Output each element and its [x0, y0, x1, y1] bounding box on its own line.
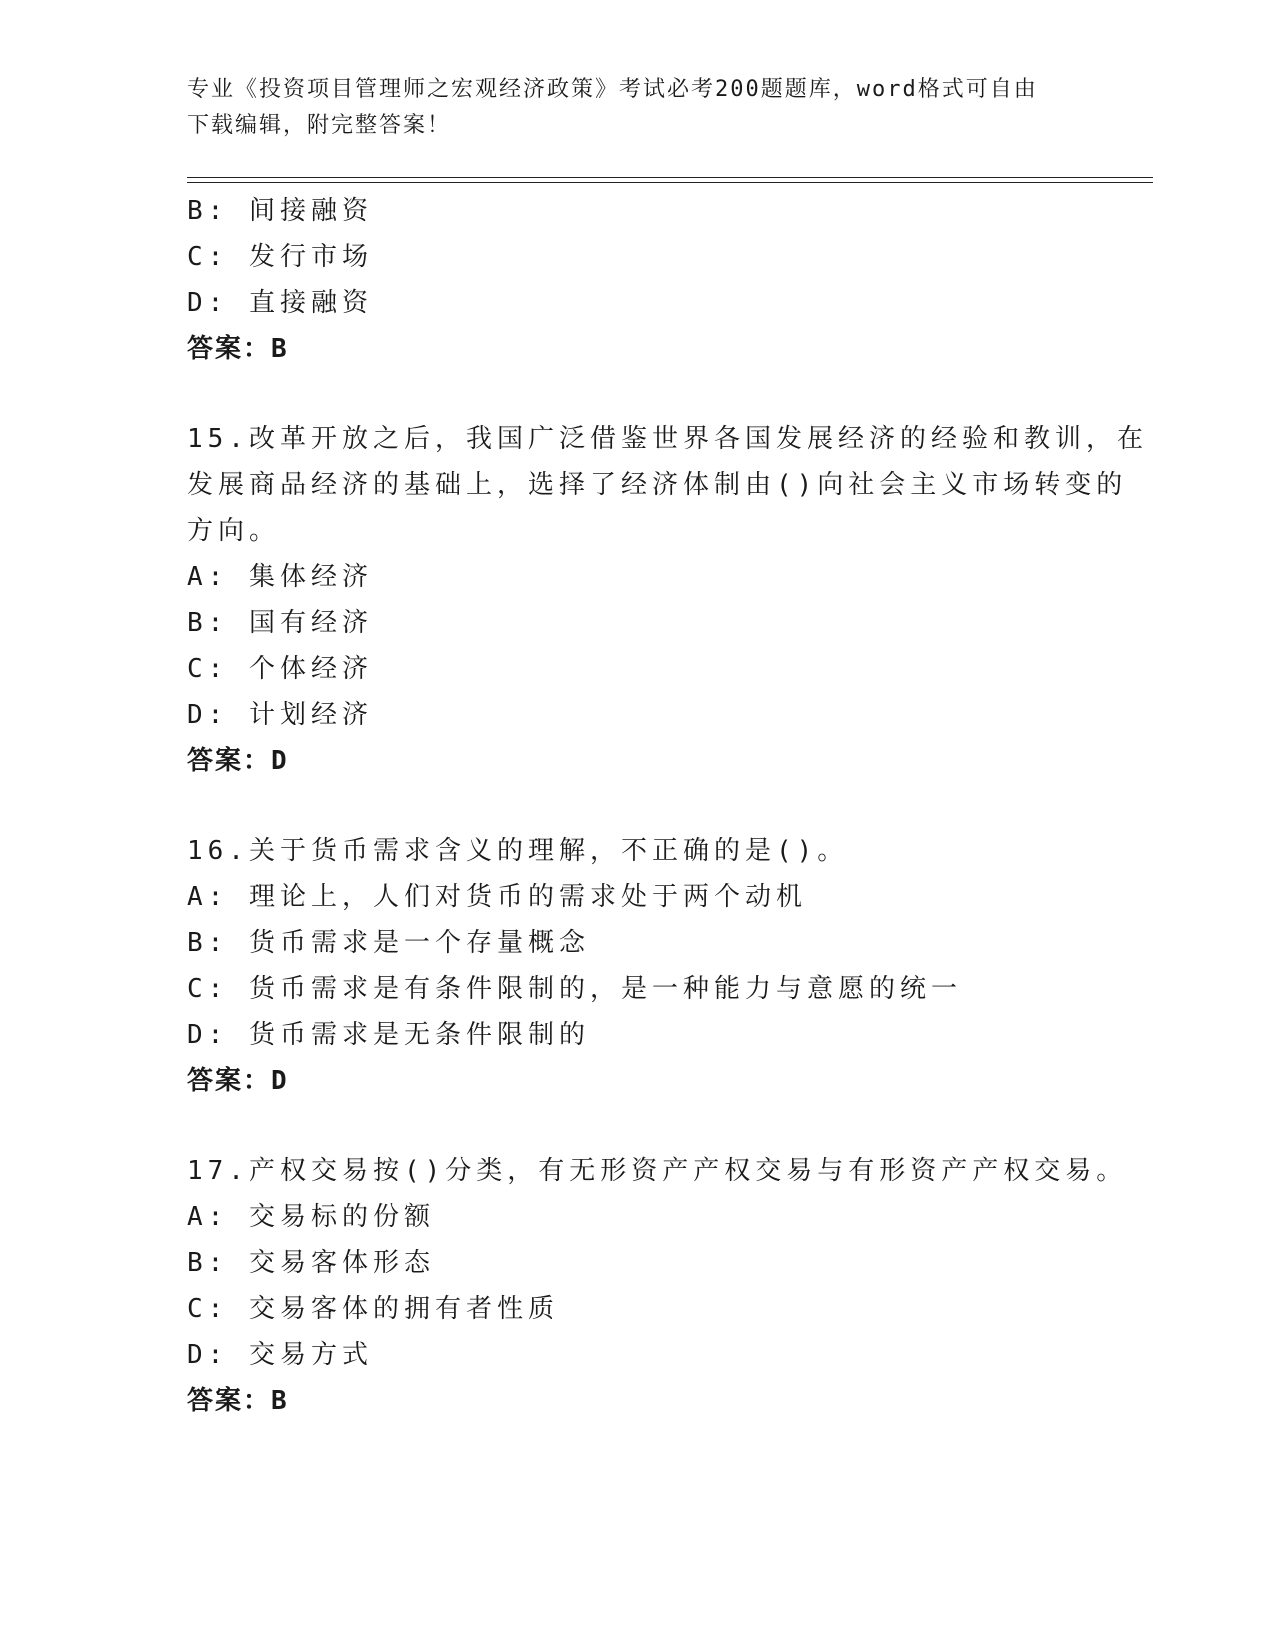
option-a: A: 理论上，人们对货币的需求处于两个动机	[187, 882, 807, 912]
option-c: C: 个体经济	[187, 654, 373, 684]
answer-line: 答案：B	[187, 1386, 289, 1416]
option-c: C: 发行市场	[187, 242, 373, 272]
option-d: D: 交易方式	[187, 1340, 373, 1370]
question-16	[187, 828, 1087, 1104]
option-d: D: 直接融资	[187, 288, 373, 318]
header-line-2: 下载编辑，附完整答案！	[187, 113, 452, 138]
prev-question-block	[187, 188, 1087, 372]
option-c: C: 货币需求是有条件限制的，是一种能力与意愿的统一	[187, 974, 962, 1004]
option-d: D: 计划经济	[187, 700, 373, 730]
question-stem: 15.改革开放之后，我国广泛借鉴世界各国发展经济的经验和教训，在	[187, 424, 1148, 454]
option-a: A: 集体经济	[187, 562, 373, 592]
spacer	[187, 372, 1087, 416]
question-stem: 发展商品经济的基础上，选择了经济体制由()向社会主义市场转变的	[187, 470, 1128, 500]
question-stem: 方向。	[187, 516, 281, 546]
option-b: B: 交易客体形态	[187, 1248, 435, 1278]
question-stem: 16.关于货币需求含义的理解，不正确的是()。	[187, 836, 849, 866]
spacer	[187, 1104, 1087, 1148]
answer-line: 答案：D	[187, 1066, 289, 1096]
question-content	[187, 188, 1148, 1424]
option-b: B: 货币需求是一个存量概念	[187, 928, 590, 958]
option-c: C: 交易客体的拥有者性质	[187, 1294, 559, 1324]
answer-line: 答案：B	[187, 334, 289, 364]
header-divider-top	[187, 177, 1153, 178]
spacer	[187, 784, 1087, 828]
option-d: D: 货币需求是无条件限制的	[187, 1020, 590, 1050]
option-a: A: 交易标的份额	[187, 1202, 435, 1232]
answer-line: 答案：D	[187, 746, 289, 776]
option-b: B: 国有经济	[187, 608, 373, 638]
header-divider-bottom	[187, 182, 1153, 183]
question-stem: 17.产权交易按()分类，有无形资产产权交易与有形资产产权交易。	[187, 1156, 1128, 1186]
question-15	[187, 416, 1148, 784]
header-line-1: 专业《投资项目管理师之宏观经济政策》考试必考200题题库，word格式可自由	[187, 77, 1038, 102]
question-17	[187, 1148, 1128, 1424]
option-b: B: 间接融资	[187, 196, 373, 226]
document-header	[187, 72, 1087, 144]
